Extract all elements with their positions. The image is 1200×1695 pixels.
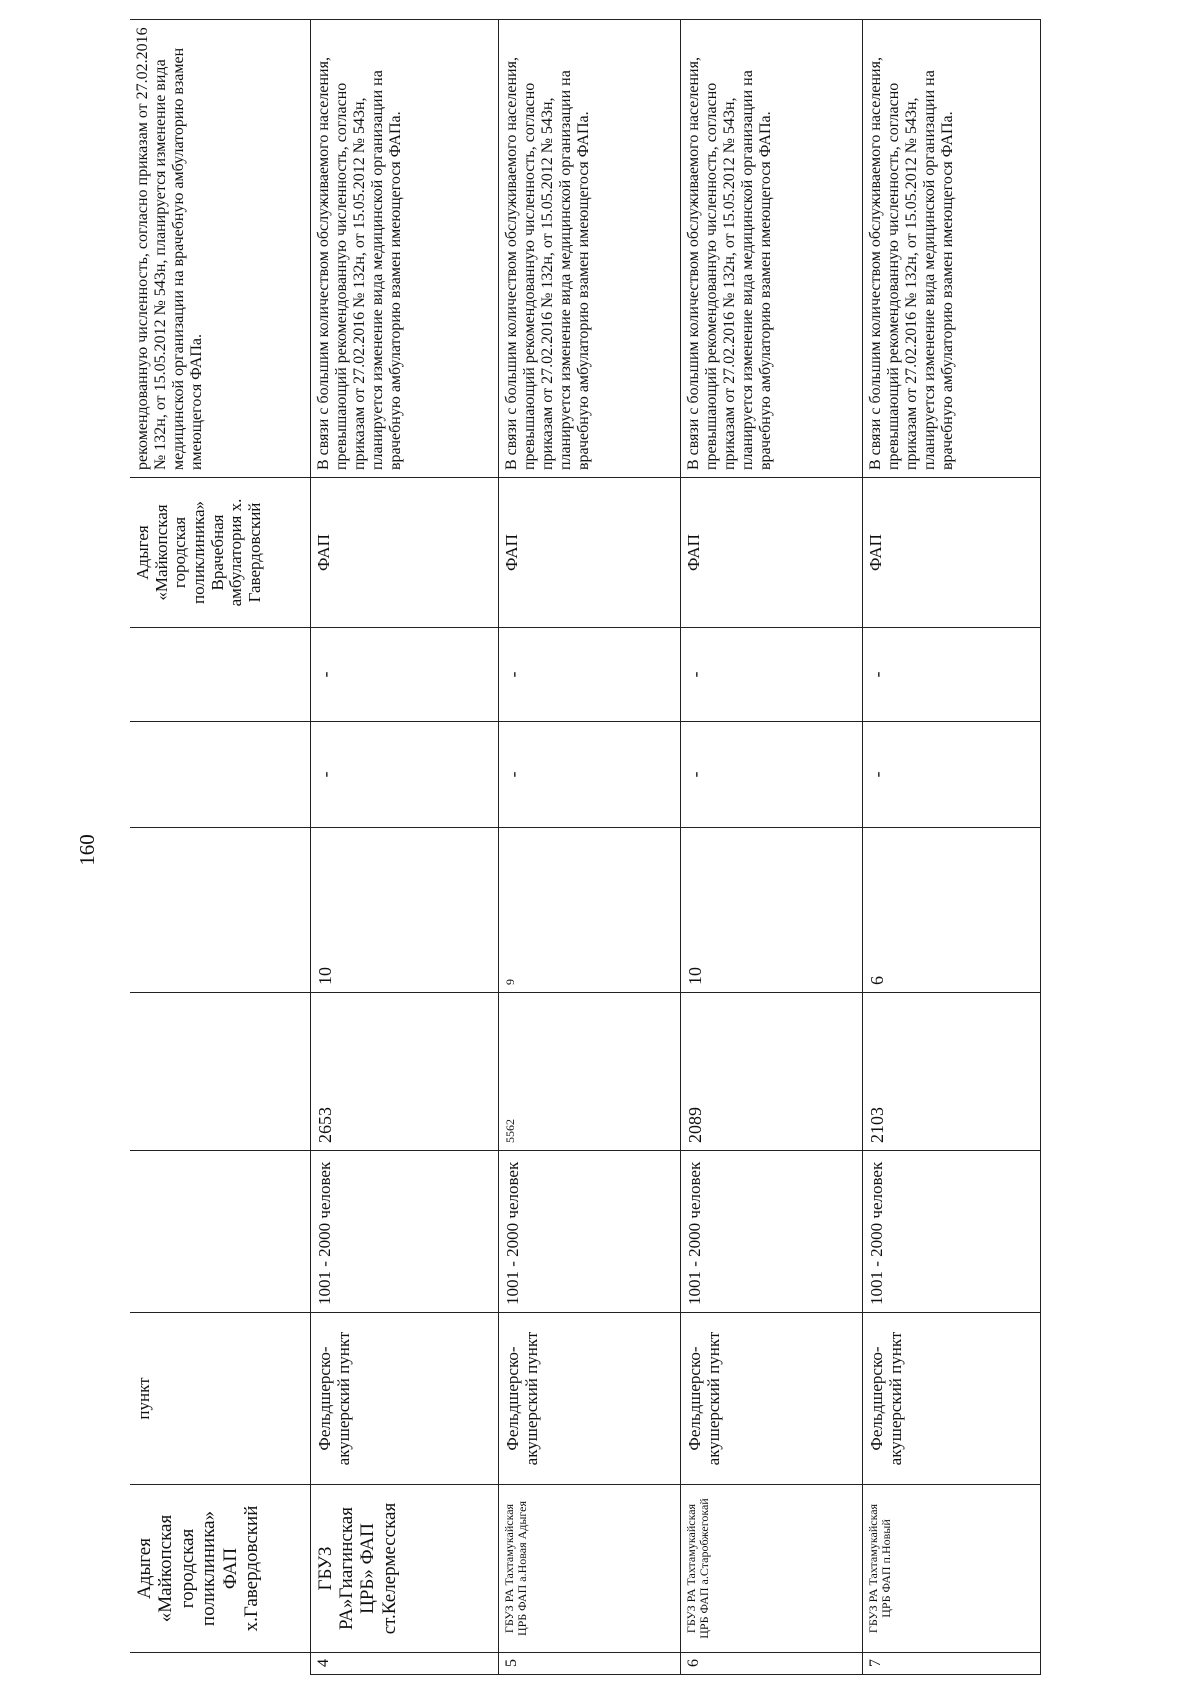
table-row bbox=[680, 20, 862, 1675]
row-number: 5 bbox=[498, 1653, 680, 1675]
value-dash-1: - bbox=[680, 722, 862, 828]
planned-facility-type: ФАП bbox=[862, 478, 1040, 628]
planned-facility-type: ФАП bbox=[498, 478, 680, 628]
served-population: 2103 bbox=[862, 993, 1040, 1151]
table-row bbox=[310, 20, 498, 1675]
change-reason: В связи с большим количеством обслуживаемого населения, превышающий рекомендованную численность, согласно приказам от 27.02.2016 № 132н, от 15.05.2012 № 543н, планируется изменение вида медицинской организации на врачебную амбулаторию взамен имеющегося ФАПа. bbox=[862, 20, 1040, 478]
planned-facility-type: Адыгея «Майкопская городская поликлиника» Врачебная амбулатория х. Гавердовский bbox=[130, 478, 310, 628]
recommended-capacity bbox=[130, 1151, 310, 1313]
value-dash-2 bbox=[130, 628, 310, 722]
facility-type: Фельдшерско-акушерский пункт bbox=[310, 1313, 498, 1485]
served-population: 2653 bbox=[310, 993, 498, 1151]
staff-count: 6 bbox=[862, 828, 1040, 993]
value-dash-2: - bbox=[498, 628, 680, 722]
row-number bbox=[130, 1653, 310, 1675]
value-dash-1: - bbox=[310, 722, 498, 828]
planned-facility-type: ФАП bbox=[310, 478, 498, 628]
value-dash-1: - bbox=[862, 722, 1040, 828]
value-dash-2: - bbox=[680, 628, 862, 722]
staff-count bbox=[130, 828, 310, 993]
table-row bbox=[130, 20, 310, 1675]
recommended-capacity: 1001 - 2000 человек bbox=[680, 1151, 862, 1313]
facility-type: Фельдшерско-акушерский пункт bbox=[862, 1313, 1040, 1485]
value-dash-2: - bbox=[862, 628, 1040, 722]
staff-count: 9 bbox=[498, 828, 680, 993]
page-number: 160 bbox=[75, 834, 99, 866]
facility-type: пункт bbox=[130, 1313, 310, 1485]
facility-type: Фельдшерско-акушерский пункт bbox=[680, 1313, 862, 1485]
served-population bbox=[130, 993, 310, 1151]
organization-name: ГБУЗ РА Тахтамукайская ЦРБ ФАП а.Новая Адыгея bbox=[498, 1485, 680, 1653]
change-reason: В связи с большим количеством обслуживаемого населения, превышающий рекомендованную численность, согласно приказам от 27.02.2016 № 132н, от 15.05.2012 № 543н, планируется изменение вида медицинской организации на врачебную амбулаторию взамен имеющегося ФАПа. bbox=[310, 20, 498, 478]
served-population: 5562 bbox=[498, 993, 680, 1151]
organization-name: ГБУЗ РА»Гиагинская ЦРБ» ФАП ст.Келермесская bbox=[310, 1485, 498, 1653]
change-reason: рекомендованную численность, согласно приказам от 27.02.2016 № 132н, от 15.05.2012 № 543н, планируется изменение вида медицинской организации на врачебную амбулаторию взамен имеющегося ФАПа. bbox=[130, 20, 310, 478]
row-number: 4 bbox=[310, 1653, 498, 1675]
served-population: 2089 bbox=[680, 993, 862, 1151]
recommended-capacity: 1001 - 2000 человек bbox=[862, 1151, 1040, 1313]
organization-name: ГБУЗ РА Тахтамукайская ЦРБ ФАП а.Старобжегокай bbox=[680, 1485, 862, 1653]
row-number: 7 bbox=[862, 1653, 1040, 1675]
facility-type: Фельдшерско-акушерский пункт bbox=[498, 1313, 680, 1485]
medical-organizations-table bbox=[130, 19, 1041, 1675]
staff-count: 10 bbox=[310, 828, 498, 993]
recommended-capacity: 1001 - 2000 человек bbox=[310, 1151, 498, 1313]
table-row bbox=[498, 20, 680, 1675]
change-reason: В связи с большим количеством обслуживаемого населения, превышающий рекомендованную численность, согласно приказам от 27.02.2016 № 132н, от 15.05.2012 № 543н, планируется изменение вида медицинской организации на врачебную амбулаторию взамен имеющегося ФАПа. bbox=[498, 20, 680, 478]
change-reason: В связи с большим количеством обслуживаемого населения, превышающий рекомендованную численность, согласно приказам от 27.02.2016 № 132н, от 15.05.2012 № 543н, планируется изменение вида медицинской организации на врачебную амбулаторию взамен имеющегося ФАПа. bbox=[680, 20, 862, 478]
table-row bbox=[862, 20, 1040, 1675]
row-number: 6 bbox=[680, 1653, 862, 1675]
value-dash-1: - bbox=[498, 722, 680, 828]
planned-facility-type: ФАП bbox=[680, 478, 862, 628]
organization-name: ГБУЗ РА Тахтамукайская ЦРБ ФАП п.Новый bbox=[862, 1485, 1040, 1653]
value-dash-1 bbox=[130, 722, 310, 828]
rotated-page-content bbox=[130, 20, 1055, 1675]
organization-name: Адыгея «Майкопская городская поликлиника» ФАП х.Гавердовский bbox=[130, 1485, 310, 1653]
recommended-capacity: 1001 - 2000 человек bbox=[498, 1151, 680, 1313]
value-dash-2: - bbox=[310, 628, 498, 722]
staff-count: 10 bbox=[680, 828, 862, 993]
